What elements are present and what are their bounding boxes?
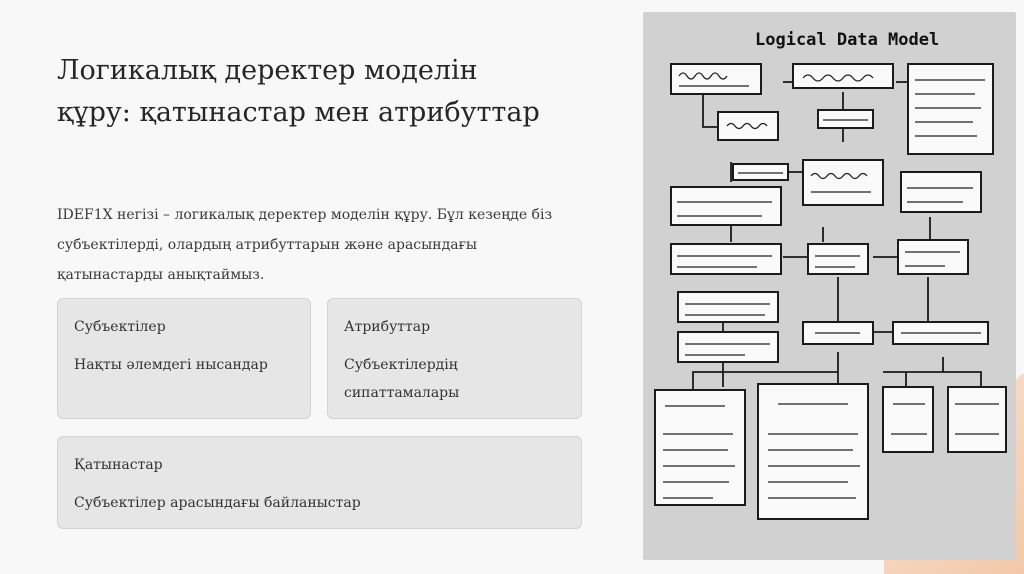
sketch-entity-boxes [655, 64, 1006, 519]
card-attributes-desc: Субъектілердің сипаттамалары [344, 357, 460, 401]
card-attributes [327, 298, 582, 419]
card-relations [57, 436, 582, 529]
card-relations-label: Қатынастар [74, 457, 163, 473]
title-line-2: құру: қатынастар мен атрибуттар [57, 97, 540, 128]
card-relations-desc: Субъектілер арасындағы байланыстар [74, 495, 361, 511]
sketch-title: Logical Data Model [755, 30, 940, 50]
page-title [57, 50, 617, 134]
card-subjects [57, 298, 311, 419]
intro-paragraph: IDEF1X негізі – логикалық деректер моделін құру. Бұл кезеңде біз субъектілерді, олардың атрибуттарын және арасындағы қатынастарды анықтаймыз. [57, 207, 553, 283]
card-subjects-desc: Нақты әлемдегі нысандар [74, 357, 268, 373]
title-line-1: Логикалық деректер моделін [57, 55, 478, 86]
card-attributes-label: Атрибуттар [344, 319, 431, 335]
card-subjects-label: Субъектілер [74, 319, 166, 335]
sketch-diagram [643, 12, 1016, 560]
logical-data-model-sketch [643, 12, 1016, 560]
